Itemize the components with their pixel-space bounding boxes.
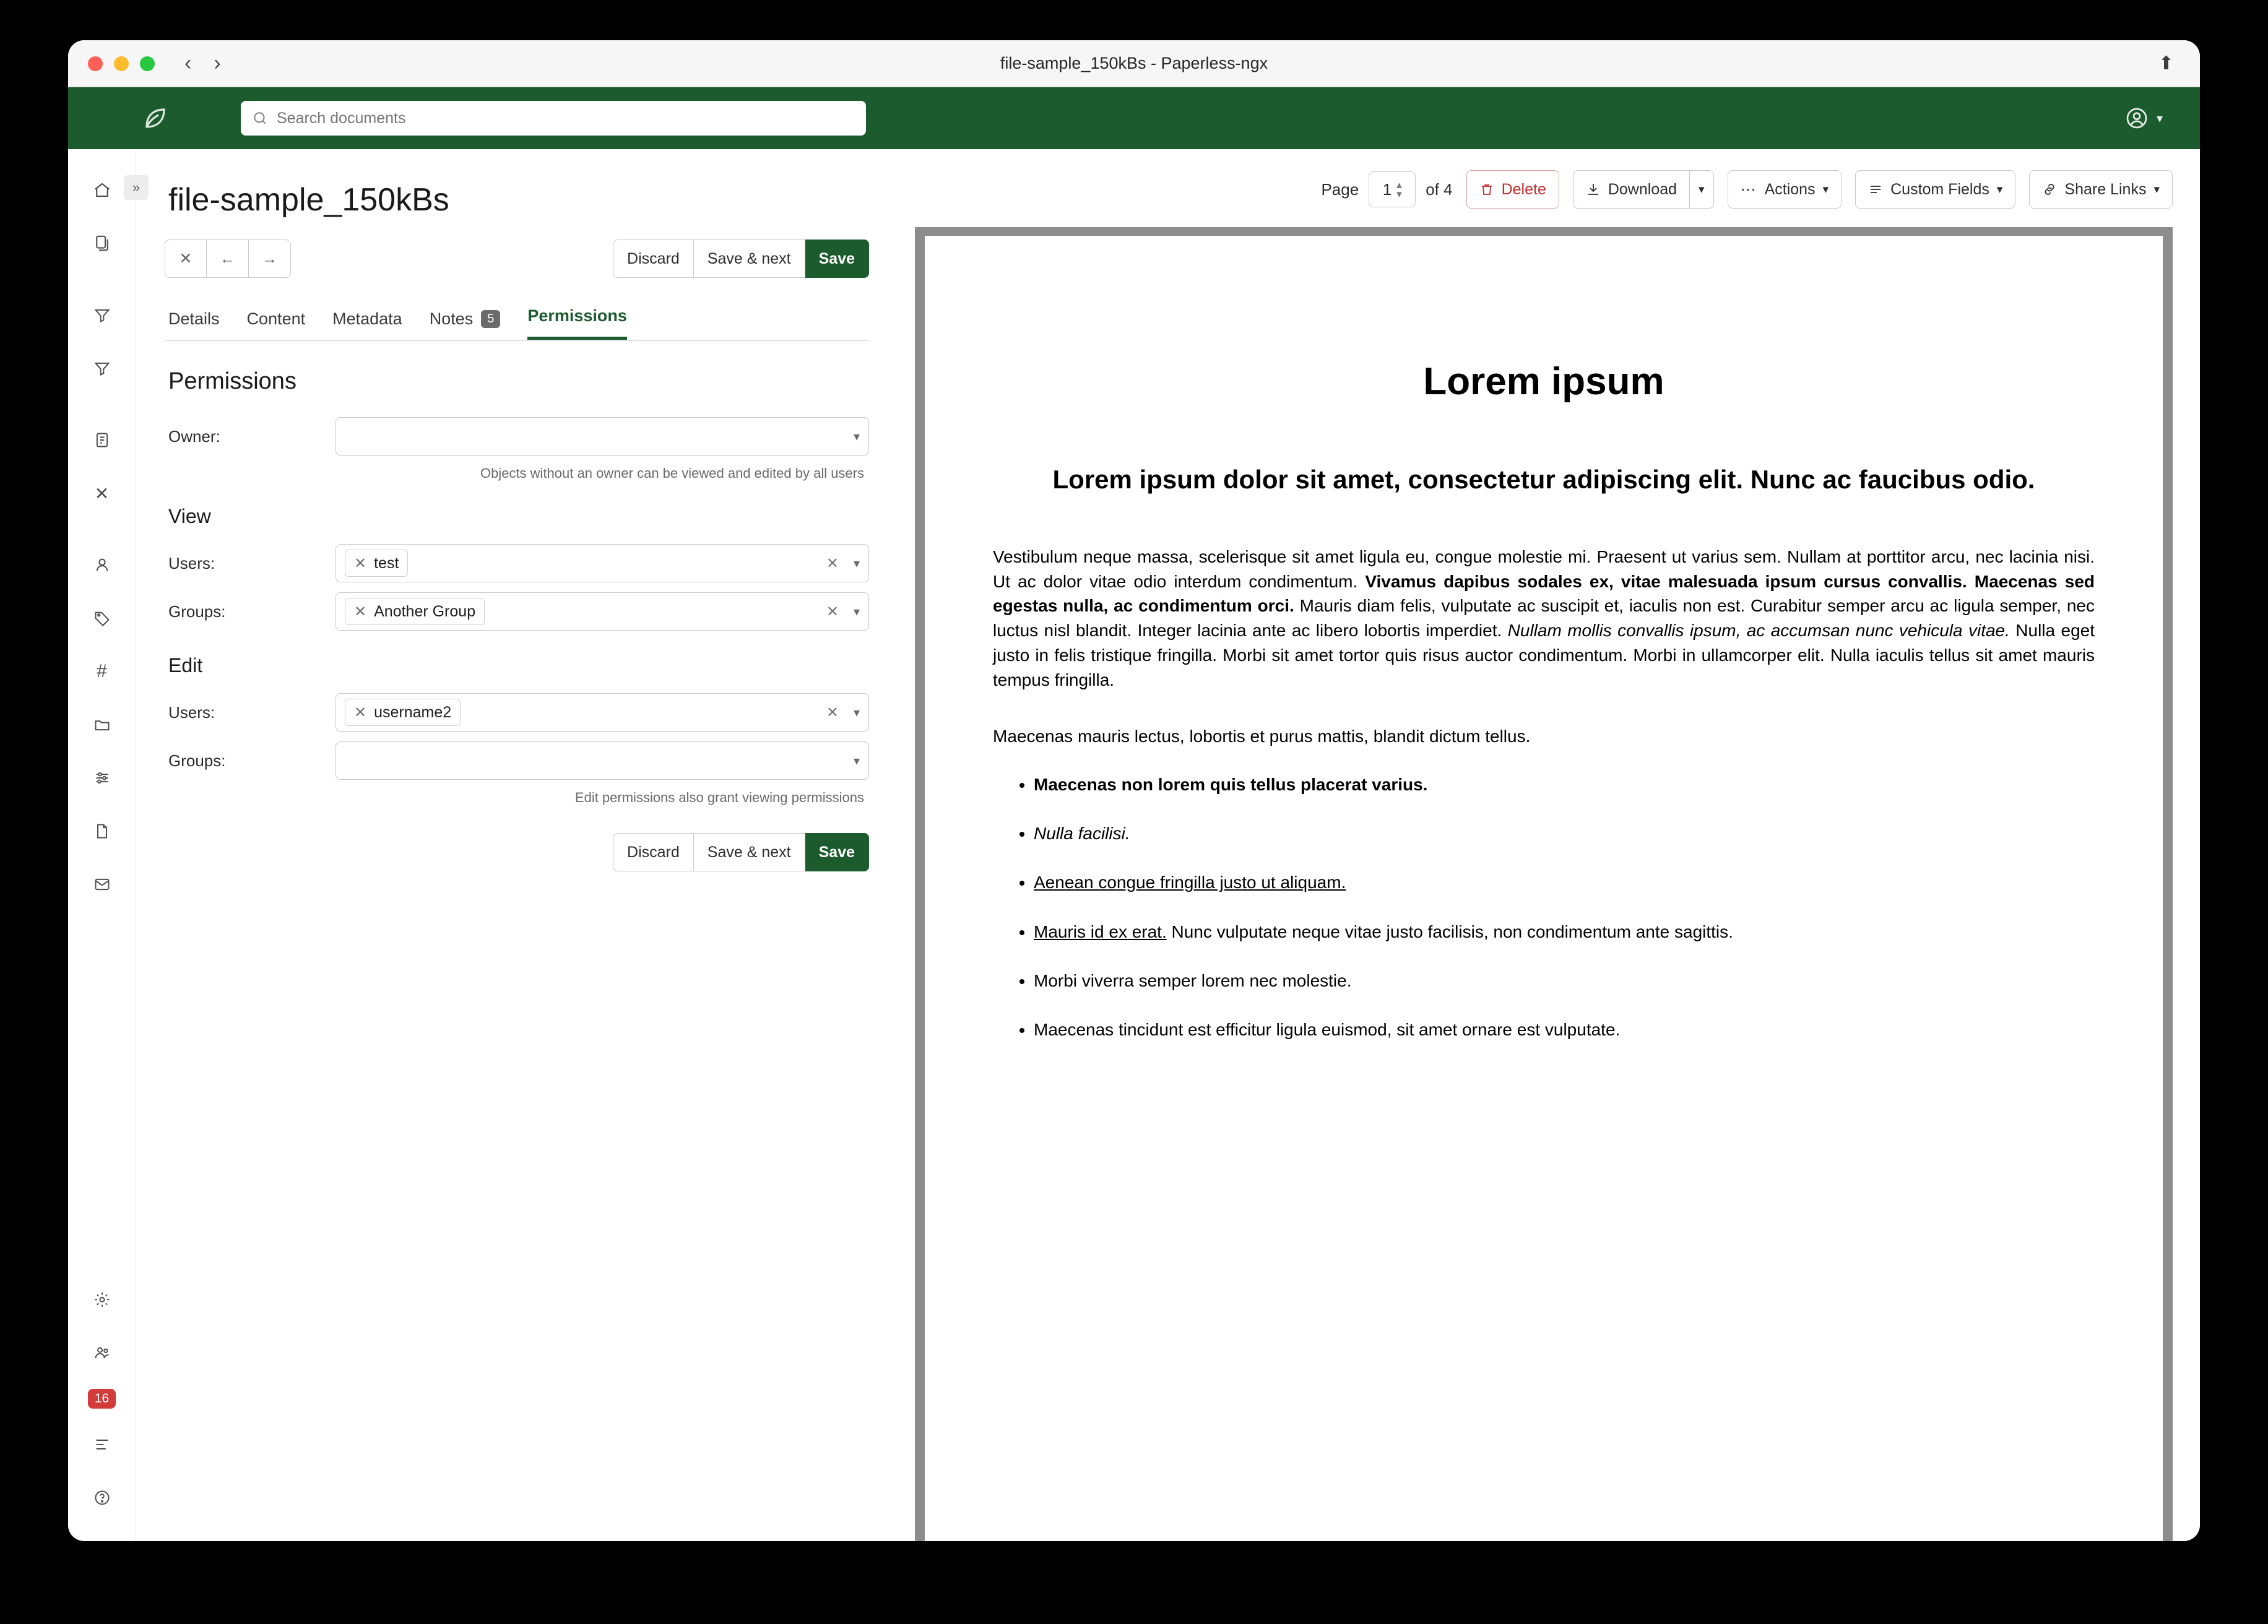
pdf-li6-text: Maecenas tincidunt est efficitur ligula euismod, sit amet ornare est vulputate. xyxy=(1034,1019,1621,1039)
clear-view-groups-icon[interactable]: ✕ xyxy=(826,603,839,620)
remove-chip-icon[interactable]: ✕ xyxy=(354,555,367,572)
previous-document-button[interactable]: ← xyxy=(207,240,249,278)
tab-metadata[interactable] xyxy=(332,309,402,340)
custom-fields-button[interactable] xyxy=(1855,170,2015,209)
view-users-select[interactable] xyxy=(335,544,869,582)
app-body xyxy=(68,149,2200,1541)
sidebar-item-file-tasks[interactable] xyxy=(85,814,119,849)
fields-icon xyxy=(1868,182,1883,197)
pdf-bullet-list xyxy=(993,772,2095,1042)
view-groups-row xyxy=(165,592,869,631)
save-and-next-button-bottom[interactable]: Save & next xyxy=(694,833,805,871)
edit-users-label: Users: xyxy=(168,702,215,722)
discard-button-top[interactable]: Discard xyxy=(613,240,694,278)
permissions-heading: Permissions xyxy=(168,368,296,394)
search-input[interactable] xyxy=(241,101,866,136)
window-titlebar xyxy=(68,40,2200,87)
view-groups-label: Groups: xyxy=(168,602,226,621)
sidebar-item-mail[interactable] xyxy=(85,867,119,902)
owner-hint: Objects without an owner can be viewed and edited by all users xyxy=(480,465,864,481)
pdf-li3-text: Aenean congue fringilla justo ut aliquam. xyxy=(1034,873,1346,892)
pdf-p1-part-a: Vestibulum neque massa, scelerisque sit amet ligula eu, congue molestie mi. Praesent ut varius sem. Nullam at porttitor arcu, nec lacinia nisi. Ut ac dolor vitae odio interdum condimentum. xyxy=(993,546,2095,591)
page-number-value: 1 xyxy=(1382,179,1392,199)
chevron-down-icon: ▾ xyxy=(2156,111,2163,126)
sidebar-item-inbox[interactable] xyxy=(85,423,119,457)
download-icon xyxy=(1586,182,1601,197)
sidebar-item-settings[interactable] xyxy=(85,1282,119,1317)
save-buttons-top xyxy=(613,240,869,278)
edit-users-select[interactable] xyxy=(335,693,869,732)
save-button-bottom[interactable]: Save xyxy=(805,833,869,871)
pdf-list-item-4 xyxy=(1034,920,2095,944)
page-number-input[interactable] xyxy=(1369,171,1416,207)
clear-edit-users-icon[interactable]: ✕ xyxy=(826,704,839,721)
remove-chip-icon[interactable]: ✕ xyxy=(354,704,367,721)
download-options-button[interactable] xyxy=(1690,170,1714,209)
view-group-chip[interactable] xyxy=(345,598,485,625)
pdf-li4-text-b: Nunc vulputate neque vitae justo facilisis, non condimentum ante sagittis. xyxy=(1166,922,1733,941)
sidebar-item-dashboard[interactable] xyxy=(85,173,119,207)
edit-hint: Edit permissions also grant viewing permissions xyxy=(574,790,864,805)
sidebar-item-clear-filters[interactable]: ✕ xyxy=(94,483,110,503)
chevron-down-icon: ▾ xyxy=(853,605,860,619)
document-tabs xyxy=(165,306,869,341)
custom-fields-label: Custom Fields xyxy=(1890,180,1989,198)
pdf-heading-2: Lorem ipsum dolor sit amet, consectetur adipiscing elit. Nunc ac faucibus odio. xyxy=(1052,465,2035,494)
search-placeholder: Search documents xyxy=(277,109,406,127)
save-buttons-bottom xyxy=(165,833,869,871)
app-topbar xyxy=(68,87,2200,149)
document-edit-pane xyxy=(136,149,898,1541)
pdf-p1-part-c: Mauris diam felis, vulputate ac suscipit et, iaculis non est. Curabitur semper arcu ac ligula semper, nec luctus nisl blandit. Integer lacinia ante ac libero lobortis imperdiet. xyxy=(993,596,2095,640)
pdf-viewport[interactable] xyxy=(915,227,2173,1541)
pdf-li2-text: Nulla facilisi. xyxy=(1034,824,1130,844)
pdf-li4-text-a: Mauris id ex erat. xyxy=(1034,922,1167,941)
pdf-paragraph-2: Maecenas mauris lectus, lobortis et purus mattis, blandit dictum tellus. xyxy=(993,727,1531,746)
tasks-badge[interactable]: 16 xyxy=(88,1389,116,1409)
edit-groups-select[interactable] xyxy=(335,741,869,780)
pdf-list-item-1 xyxy=(1034,772,2095,797)
download-label: Download xyxy=(1608,180,1677,198)
app-window xyxy=(68,40,2200,1541)
sidebar-item-documentation[interactable] xyxy=(85,1480,119,1515)
document-nav-buttons xyxy=(165,240,291,278)
save-and-next-button-top[interactable]: Save & next xyxy=(694,240,805,278)
share-icon[interactable]: ⬆ xyxy=(2158,53,2174,74)
pdf-p1-part-b: Vivamus dapibus sodales ex, vitae malesuada ipsum cursus convallis. Maecenas sed egestas nulla, ac condimentum orci. xyxy=(993,571,2095,616)
tab-details[interactable] xyxy=(168,309,220,340)
owner-label: Owner: xyxy=(168,426,220,446)
edit-users-row xyxy=(165,693,869,732)
share-links-label: Share Links xyxy=(2064,180,2147,198)
forward-icon[interactable]: › xyxy=(214,51,221,75)
notes-count-badge: 5 xyxy=(481,310,500,328)
pdf-heading-1: Lorem ipsum xyxy=(1423,360,1664,403)
document-nav-row xyxy=(165,240,869,278)
edit-groups-label: Groups: xyxy=(168,751,226,770)
view-groups-select[interactable] xyxy=(335,592,869,631)
chevron-down-icon: ▾ xyxy=(853,556,860,571)
edit-user-chip[interactable] xyxy=(345,699,461,726)
link-icon xyxy=(2042,182,2057,197)
page-label: Page xyxy=(1321,179,1359,199)
pdf-paragraph-1 xyxy=(993,545,2095,693)
actions-label: Actions xyxy=(1764,180,1816,198)
view-user-chip[interactable] xyxy=(345,550,408,577)
chevron-down-icon: ▾ xyxy=(853,430,860,444)
page-total-label: of 4 xyxy=(1426,179,1453,199)
dots-icon: ⋯ xyxy=(1740,181,1757,198)
edit-user-chip-label: username2 xyxy=(374,703,452,721)
pdf-li5-text: Morbi viverra semper lorem nec molestie. xyxy=(1034,970,1352,990)
pdf-list-item-2 xyxy=(1034,821,2095,845)
sidebar-item-saved-view-2[interactable] xyxy=(85,351,119,386)
clear-view-users-icon[interactable]: ✕ xyxy=(826,555,839,572)
tab-content[interactable] xyxy=(247,309,306,340)
view-user-chip-label: test xyxy=(374,554,399,572)
pdf-p1-part-e: Nulla eget justo in felis tristique fringilla. Morbi sit amet tortor quis risus auctor condimentum. Morbi in ullamcorper elit. Nulla iaculis tellus sit amet mauris tempus fringilla. xyxy=(993,621,2095,689)
close-document-button[interactable]: ✕ xyxy=(165,240,207,278)
delete-button[interactable] xyxy=(1466,170,1559,209)
sidebar-item-correspondents[interactable] xyxy=(85,548,119,582)
actions-button[interactable] xyxy=(1728,170,1842,209)
edit-heading: Edit xyxy=(168,654,203,676)
sidebar xyxy=(68,149,141,1541)
preview-toolbar xyxy=(915,149,2173,227)
tab-notes[interactable] xyxy=(430,309,501,340)
save-button-top[interactable]: Save xyxy=(805,240,869,278)
next-document-button[interactable]: → xyxy=(249,240,291,278)
sidebar-item-users-groups[interactable] xyxy=(85,1336,119,1370)
sidebar-collapse-toggle[interactable]: » xyxy=(124,175,149,200)
download-button[interactable] xyxy=(1573,170,1690,209)
chevron-down-icon: ▾ xyxy=(853,754,860,768)
trash-icon xyxy=(1479,182,1494,197)
user-menu[interactable] xyxy=(2124,106,2163,131)
sidebar-item-storage-paths[interactable] xyxy=(85,707,119,742)
page-control xyxy=(1321,171,1452,207)
delete-label: Delete xyxy=(1501,180,1546,198)
view-heading: View xyxy=(168,505,211,527)
page-title: file-sample_150kBs xyxy=(168,182,449,218)
edit-groups-row xyxy=(165,741,869,780)
sidebar-item-tags[interactable] xyxy=(85,601,119,636)
chevron-down-icon: ▾ xyxy=(1699,183,1705,196)
pdf-list-item-6 xyxy=(1034,1017,2095,1042)
document-preview-pane xyxy=(898,149,2200,1541)
pdf-list-item-3 xyxy=(1034,870,2095,894)
window-title: file-sample_150kBs - Paperless-ngx xyxy=(1000,54,1268,72)
view-users-row xyxy=(165,544,869,582)
view-group-chip-label: Another Group xyxy=(374,602,476,620)
pdf-p1-part-d: Nullam mollis convallis ipsum, ac accumsan nunc vehicula vitae. xyxy=(1507,621,2010,640)
tab-permissions[interactable] xyxy=(527,306,627,340)
tab-metadata-label: Metadata xyxy=(332,309,402,328)
view-users-label: Users: xyxy=(168,553,215,572)
share-links-button[interactable] xyxy=(2029,170,2173,209)
owner-row xyxy=(165,417,869,456)
tab-content-label: Content xyxy=(246,309,306,328)
pdf-list-item-5 xyxy=(1034,969,2095,993)
chevron-down-icon: ▾ xyxy=(853,706,860,720)
leaf-logo-icon[interactable] xyxy=(142,105,182,131)
sidebar-item-saved-view-1[interactable] xyxy=(85,298,119,332)
remove-chip-icon[interactable]: ✕ xyxy=(354,603,367,620)
chevron-down-icon: ▾ xyxy=(2153,183,2160,196)
sidebar-item-document-types[interactable]: # xyxy=(97,661,107,681)
tab-permissions-label: Permissions xyxy=(527,306,627,325)
discard-button-bottom[interactable]: Discard xyxy=(613,833,694,871)
owner-select[interactable] xyxy=(335,417,869,456)
chevron-down-icon: ▾ xyxy=(1822,183,1829,196)
pdf-page xyxy=(925,236,2163,1541)
sidebar-item-documents[interactable] xyxy=(85,226,119,261)
tab-notes-label: Notes xyxy=(429,309,474,328)
search-icon xyxy=(252,110,268,126)
stepper-icon[interactable]: ▴ ▾ xyxy=(1396,178,1402,200)
chevron-down-icon: ▾ xyxy=(1996,183,2003,196)
download-split-button xyxy=(1573,170,1714,209)
sidebar-item-logs[interactable] xyxy=(85,1427,119,1462)
pdf-li1-text: Maecenas non lorem quis tellus placerat varius. xyxy=(1034,775,1428,794)
tab-details-label: Details xyxy=(168,309,220,328)
sidebar-item-custom-fields[interactable] xyxy=(85,761,119,795)
back-icon[interactable]: ‹ xyxy=(184,51,192,75)
